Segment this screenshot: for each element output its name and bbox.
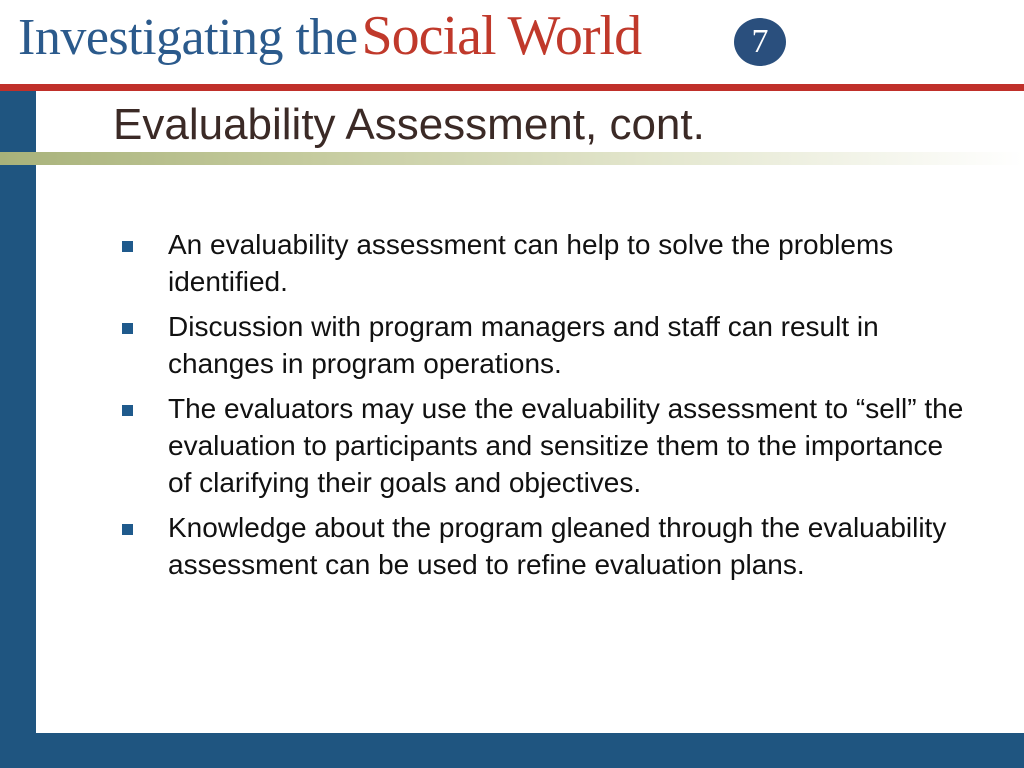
bullet-text: Knowledge about the program gleaned through the evaluability assessment can be used to refine evaluation plans. bbox=[168, 512, 947, 580]
square-bullet-icon bbox=[122, 241, 133, 252]
bottom-blue-band bbox=[0, 733, 1024, 768]
left-blue-band bbox=[0, 91, 36, 768]
bullet-item bbox=[118, 390, 968, 501]
title-gradient-rule bbox=[0, 152, 1024, 165]
square-bullet-icon bbox=[122, 405, 133, 416]
square-bullet-icon bbox=[122, 323, 133, 334]
bullet-text: An evaluability assessment can help to solve the problems identified. bbox=[168, 229, 894, 297]
header-red-rule bbox=[0, 84, 1024, 91]
slide-header bbox=[0, 0, 1024, 88]
edition-badge: 7 bbox=[734, 18, 786, 66]
bullet-item bbox=[118, 509, 968, 583]
slide-title: Evaluability Assessment, cont. bbox=[113, 100, 705, 149]
brand-text-part-1: Investigating the bbox=[18, 9, 358, 66]
bullet-item bbox=[118, 226, 968, 300]
square-bullet-icon bbox=[122, 524, 133, 535]
bullet-text: The evaluators may use the evaluability assessment to “sell” the evaluation to participants and sensitize them to the importance of clarifying their goals and objectives. bbox=[168, 393, 964, 498]
bullet-text: Discussion with program managers and staff can result in changes in program operations. bbox=[168, 311, 879, 379]
brand-logo bbox=[18, 5, 642, 67]
brand-text-part-2: Social World bbox=[361, 5, 642, 67]
bullet-item bbox=[118, 308, 968, 382]
bullet-list bbox=[118, 226, 968, 591]
